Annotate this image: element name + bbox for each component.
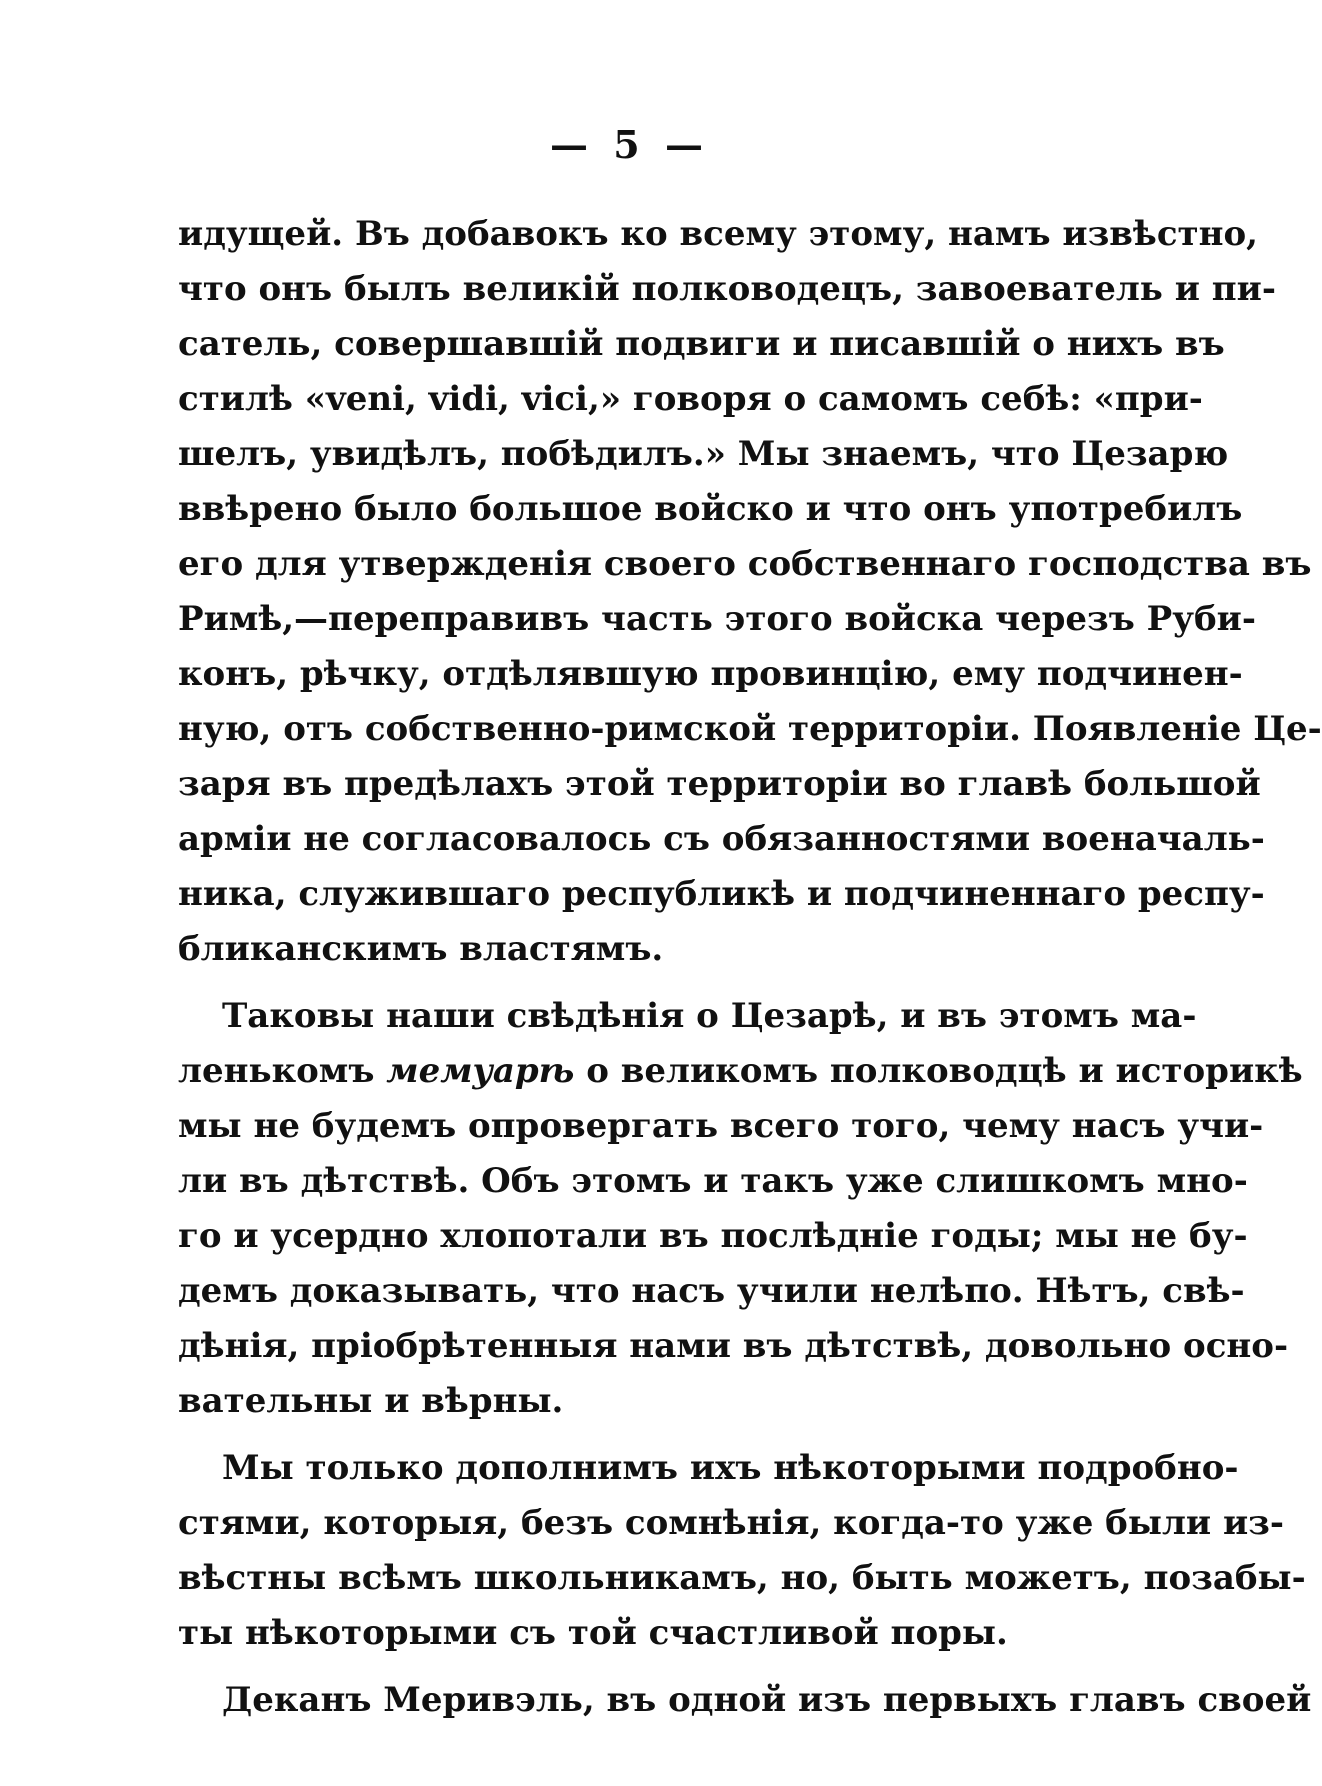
- text-line: бликанскимъ властямъ.: [178, 929, 664, 969]
- text-line: Мы только дополнимъ ихъ нѣкоторыми подробно-: [222, 1448, 1239, 1488]
- text-line: дѣнія, пріобрѣтенныя нами въ дѣтствѣ, довольно осно-: [178, 1326, 1289, 1366]
- text-line: Деканъ Меривэль, въ одной изъ первыхъ главъ своей: [222, 1680, 1312, 1720]
- text-line: го и усердно хлопотали въ послѣдніе годы; мы не бу-: [178, 1216, 1248, 1256]
- body-text: [178, 207, 1322, 1728]
- text-line: его для утвержденія своего собственнаго господства въ: [178, 544, 1312, 584]
- text-line: сатель, совершавшій подвиги и писавшій о нихъ въ: [178, 324, 1225, 364]
- text-line: шелъ, увидѣлъ, побѣдилъ.» Мы знаемъ, что Цезарю: [178, 434, 1229, 474]
- text-line: ввѣрено было большое войско и что онъ употребилъ: [178, 489, 1243, 529]
- text-line: что онъ былъ великій полководецъ, завоеватель и пи-: [178, 269, 1276, 309]
- text-line: арміи не согласовалось съ обязанностями военачаль-: [178, 819, 1265, 859]
- text-line: Таковы наши свѣдѣнія о Цезарѣ, и въ этомъ ма-: [222, 996, 1197, 1036]
- text-line: стями, которыя, безъ сомнѣнія, когда-то уже были из-: [178, 1503, 1284, 1543]
- text-segment: ленькомъ: [178, 1051, 387, 1091]
- text-line: демъ доказывать, что насъ учили нелѣпо. Нѣтъ, свѣ-: [178, 1271, 1245, 1311]
- text-line: ную, отъ собственно-римской территоріи. Появленіе Це-: [178, 709, 1322, 749]
- text-line: идущей. Въ добавокъ ко всему этому, намъ извѣстно,: [178, 214, 1258, 254]
- text-line: заря въ предѣлахъ этой территоріи во главѣ большой: [178, 764, 1261, 804]
- text-line: ты нѣкоторыми съ той счастливой поры.: [178, 1613, 1008, 1653]
- paragraph-3: [178, 1441, 1306, 1661]
- italic-word: мемуарѣ: [386, 1051, 575, 1091]
- text-line: мы не будемъ опровергать всего того, чему насъ учи-: [178, 1106, 1264, 1146]
- text-line: [178, 1044, 1303, 1099]
- text-line: вѣстны всѣмъ школьникамъ, но, быть можетъ, позабы-: [178, 1558, 1306, 1598]
- text-line: ли въ дѣтствѣ. Объ этомъ и такъ уже слишкомъ мно-: [178, 1161, 1248, 1201]
- text-line: ника, служившаго республикѣ и подчиненнаго респу-: [178, 874, 1265, 914]
- paragraph-2: [178, 989, 1303, 1429]
- text-line: Римѣ,—переправивъ часть этого войска черезъ Руби-: [178, 599, 1256, 639]
- paragraph-4: [178, 1673, 1312, 1728]
- paragraph-1: [178, 207, 1322, 977]
- text-segment: о великомъ полководцѣ и историкѣ: [574, 1051, 1303, 1091]
- page-number: — 5 —: [550, 122, 709, 167]
- text-line: вательны и вѣрны.: [178, 1381, 564, 1421]
- text-line: стилѣ «veni, vidi, vici,» говоря о самомъ себѣ: «при-: [178, 379, 1203, 419]
- text-line: конъ, рѣчку, отдѣлявшую провинцію, ему подчинен-: [178, 654, 1243, 694]
